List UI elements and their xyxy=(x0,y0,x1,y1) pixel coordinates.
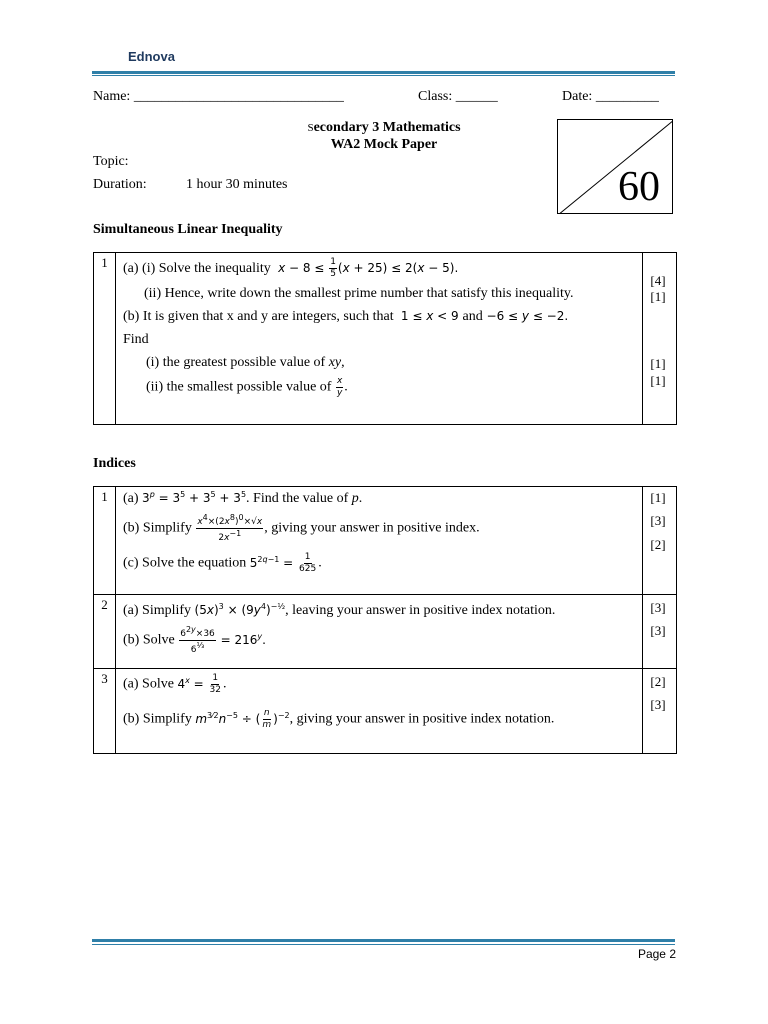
duration-value: 1 hour 30 minutes xyxy=(186,177,288,192)
page-number: Page 2 xyxy=(637,947,676,961)
mark: [3] xyxy=(650,513,666,528)
mark: [1] xyxy=(650,356,666,371)
mark: [4] xyxy=(650,273,666,288)
total-marks-value: 60 xyxy=(618,164,660,210)
topic-label: Topic: xyxy=(93,154,129,169)
marks-column xyxy=(643,669,677,754)
mark: [2] xyxy=(650,537,666,552)
total-marks-box xyxy=(557,119,673,214)
name-field-label: Name: ______________________________ xyxy=(93,89,344,104)
question-body xyxy=(116,487,643,595)
mark: [1] xyxy=(650,490,666,505)
mark: [1] xyxy=(650,289,666,304)
question-number: 3 xyxy=(94,669,116,754)
class-field-label: Class: ______ xyxy=(418,89,498,104)
q1-find: Find xyxy=(123,332,149,347)
indices-q2-b: (b) Solve $\frac{6^{2y}\times 36}{6^{\frac{1}{3}}}$ = $216^y$. xyxy=(123,625,266,655)
indices-q3-b: (b) Simplify $m^{3⁄2}n^{-5}$ ÷ ( $\frac{n}{m}$ )$^{-2}$, giving your answer in positive index notation. xyxy=(123,708,555,730)
question-table-indices xyxy=(93,486,677,754)
q1-b: (b) It is given that x and y are integers, such that 1 ≤ x < 9 and −6 ≤ y ≤ −2. xyxy=(123,309,569,324)
q1-a-i: (a) (i) Solve the inequality x − 8 ≤ $\frac{1}{5}$ (x + 25) ≤ 2(x − 5). xyxy=(123,257,459,279)
marks-column xyxy=(643,487,677,595)
paper-title-heading: WA2 Mock Paper xyxy=(330,137,438,152)
question-body xyxy=(116,253,643,425)
question-number: 2 xyxy=(94,595,116,669)
footer-rule xyxy=(92,939,675,945)
section-title-indices: Indices xyxy=(93,456,136,471)
duration-label: Duration: xyxy=(93,177,147,192)
marks-column xyxy=(643,595,677,669)
indices-q3-a: (a) Solve $4^x$ = $\frac{1}{32}$ . xyxy=(123,673,227,695)
mark: [2] xyxy=(650,674,666,689)
mark: [3] xyxy=(650,623,666,638)
indices-q1-a: (a) $3^p = 3^5 + 3^5 + 3^5$. Find the value of p. xyxy=(123,490,363,506)
mark: [3] xyxy=(650,697,666,712)
q1-b-i: (i) the greatest possible value of xy, xyxy=(146,355,345,370)
section-title-inequality: Simultaneous Linear Inequality xyxy=(93,222,283,237)
question-table-inequality xyxy=(93,252,677,425)
indices-q2-a: (a) Simplify $(5x)^3 \times (9y^4)^{-\frac{1}{2}}$, leaving your answer in positive index notation. xyxy=(123,602,556,618)
header-rule xyxy=(92,71,675,76)
question-body xyxy=(116,595,643,669)
question-body xyxy=(116,669,643,754)
paper-subject-heading: Secondary 3 Mathematics xyxy=(307,120,461,135)
mark: [3] xyxy=(650,600,666,615)
indices-q1-b: (b) Simplify $\frac{x^4\times(2x^8)^0\times√x}{2x^{-1}}$ , giving your answer in positive index. xyxy=(123,513,480,543)
brand-logo-text: Ednova xyxy=(128,49,175,64)
mark: [1] xyxy=(650,373,666,388)
q1-b-ii: (ii) the smallest possible value of $\frac{x}{y}$ . xyxy=(146,376,348,398)
question-number: 1 xyxy=(94,253,116,425)
marks-column xyxy=(643,253,677,425)
question-number: 1 xyxy=(94,487,116,595)
indices-q1-c: (c) Solve the equation $5^{2q-1}$ = $\frac{1}{625}$ . xyxy=(123,552,322,574)
q1-a-ii: (ii) Hence, write down the smallest prime number that satisfy this inequality. xyxy=(144,286,574,301)
date-field-label: Date: _________ xyxy=(562,89,659,104)
